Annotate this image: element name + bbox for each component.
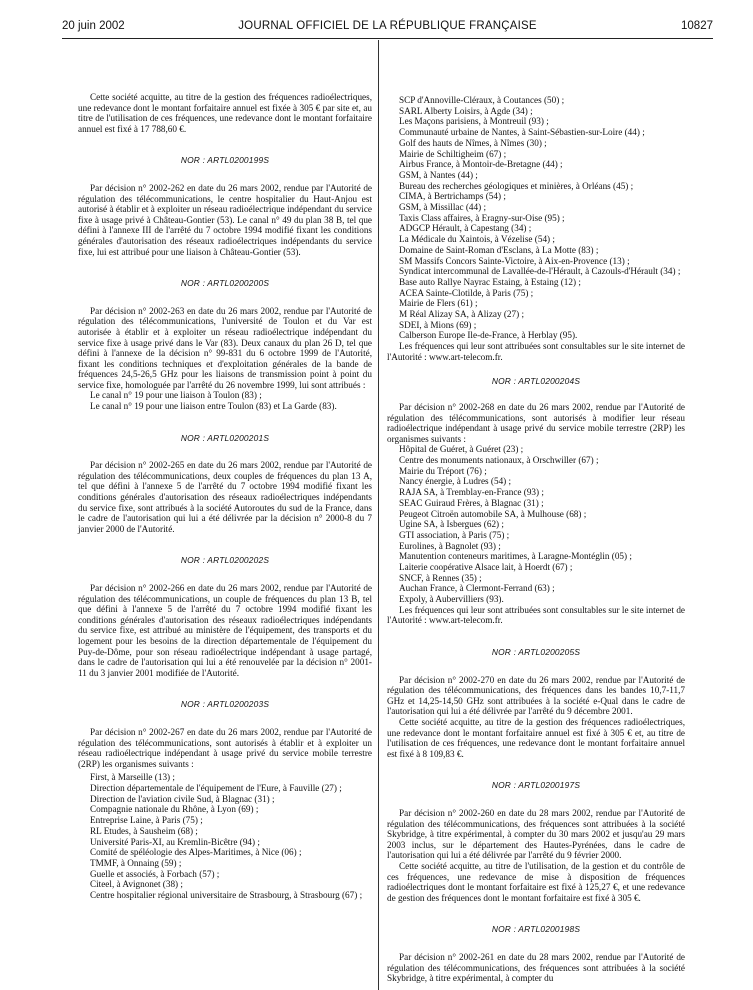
list-item: Base auto Rallye Nayrac Estaing, à Estaing (12) ; <box>399 276 581 287</box>
paragraph: Le canal n° 19 pour une liaison à Toulon (83) ; <box>90 390 262 401</box>
list-item: Manutention conteneurs maritimes, à Laragne-Montéglin (05) ; <box>399 551 632 562</box>
paragraph: Par décision n° 2002-260 en date du 28 mars 2002, rendue par l'Autorité de régulation des télécommunications, des fréquences sont attribuées à la société Skybridge, à titre expérimental, à compter du 30 mars 2002 et jusqu'au 29 mars 2003 inclus, sur le département des Hautes-Pyrénées, dans le cadre de l'autorisation qui lui a été délivrée par l'arrêté du 9 février 2000. <box>387 808 685 861</box>
paragraph: Cette société acquitte, au titre de l'utilisation, de la gestion et du contrôle de ces fréquences, une redevance de mise à disposition de fréquences radioélectriques dont le montant forfaitaire est fixé à 125,27 €, et une redevance de gestion des fréquences dont le montant forfaitaire est fixé à 305 €. <box>387 860 685 903</box>
list-item: Laiterie coopérative Alsace lait, à Hoerdt (67) ; <box>399 562 573 573</box>
paragraph: Par décision n° 2002-268 en date du 26 mars 2002, rendue par l'Autorité de régulation des télécommunications, sont autorisés à modifier leur réseau radioélectrique indépendant à usage privé du service mobile terrestre (2RP) les organismes suivants : <box>387 401 685 444</box>
nor-reference: NOR : ARTL0200199S <box>180 155 270 166</box>
paragraph: Par décision n° 2002-262 en date du 26 mars 2002, rendue par l'Autorité de régulation des télécommunications, le centre hospitalier du Haut-Anjou est autorisé à établir et à exploiter un réseau radioélectrique indépendant du service fixe à usage privé à Château-Gontier (53). Le canal n° 49 du plan 38 B, tel que défini à l'annexe III de l'arrêté du 7 octobre 1994 modifié fixant les conditions générales d'autorisation des réseaux radioélectriques indépendants du service fixe, lui est attribué pour une liaison à Château-Gontier (53). <box>78 182 372 257</box>
list-item: CIMA, à Bertrichamps (54) ; <box>399 191 506 202</box>
list-item: SCP d'Annoville-Cléraux, à Coutances (50) ; <box>399 95 565 105</box>
paragraph: Par décision n° 2002-261 en date du 28 mars 2002, rendue par l'Autorité de régulation des télécommunications, des fréquences sont attribuées à la société Skybridge, à titre expérimental, à compter du <box>387 951 685 984</box>
list-item: Communauté urbaine de Nantes, à Saint-Sébastien-sur-Loire (44) ; <box>399 127 645 138</box>
list-item: Direction départementale de l'équipement de l'Eure, à Fauville (27) ; <box>90 783 342 794</box>
list-item: ADGCP Hérault, à Capestang (34) ; <box>399 223 532 234</box>
list-item: Eurolines, à Bagnolet (93) ; <box>399 540 501 551</box>
nor-reference: NOR : ARTL0200201S <box>180 432 270 443</box>
paragraph: Les fréquences qui leur sont attribuées sont consultables sur le site internet de l'Autorité : www.art-telecom.fr. <box>387 341 685 362</box>
nor-reference: NOR : ARTL0200203S <box>180 699 270 710</box>
header-rule <box>62 38 713 39</box>
list-item: RL Etudes, à Sausheim (68) ; <box>90 825 198 836</box>
list-item: Compagnie nationale du Rhône, à Lyon (69) ; <box>90 804 259 815</box>
list-item: Domaine de Saint-Roman d'Esclans, à La Motte (83) ; <box>399 244 599 255</box>
right-column <box>387 95 685 984</box>
journal-title: JOURNAL OFFICIEL DE LA RÉPUBLIQUE FRANÇAISE <box>238 20 537 32</box>
list-item: Centre des monuments nationaux, à Orschwiller (67) ; <box>399 455 599 466</box>
list-item: Syndicat intercommunal de Lavallée-de-l'Hérault, à Cazouls-d'Hérault (34) ; <box>399 266 681 277</box>
list-item: Peugeot Citroën automobile SA, à Mulhouse (68) ; <box>399 508 587 519</box>
paragraph: Par décision n° 2002-265 en date du 26 mars 2002, rendue par l'Autorité de régulation des télécommunications, deux couples de fréquences du plan 13 A, tel que défini à l'annexe 5 de l'arrêté du 7 octobre 1994 modifié fixant les conditions générales d'autorisation des réseaux radioélectriques indépendants du service fixe, sont attribués à la société Autoroutes du sud de la France, dans le cadre de l'autorisation qui lui a été délivrée par la décision n° 2000-8 du 7 janvier 2000 de l'Autorité. <box>78 460 372 534</box>
paragraph: Par décision n° 2002-266 en date du 26 mars 2002, rendue par l'Autorité de régulation des télécommunications, un couple de fréquences du plan 13 B, tel que défini à l'annexe 5 de l'arrêté du 7 octobre 1994 modifié fixant les conditions générales d'autorisation des réseaux radioélectriques indépendants du service fixe, est attribué au ministère de l'équipement, des transports et du logement pour les besoins de la direction départementale de l'équipement du Puy-de-Dôme, pour son réseau radioélectrique indépendant à usage partagé, dans le cadre de l'autorisation qui lui a été renouvelée par la décision n° 2001-11 du 3 janvier 2001 modifiée de l'Autorité. <box>78 583 372 678</box>
list-item: Centre hospitalier régional universitaire de Strasbourg, à Strasbourg (67) ; <box>90 890 363 901</box>
list-item: ACEA Sainte-Clotilde, à Paris (75) ; <box>399 287 534 298</box>
list-item: Ugine SA, à Isbergues (62) ; <box>399 519 504 530</box>
column-divider <box>378 40 379 990</box>
nor-reference: NOR : ARTL0200204S <box>491 376 581 387</box>
list-item: Auchan France, à Clermont-Ferrand (63) ; <box>399 583 555 594</box>
issue-date: 20 juin 2002 <box>62 20 125 32</box>
paragraph: Les fréquences qui leur sont attribuées sont consultables sur le site internet de l'Autorité : www.art-telecom.fr. <box>387 604 685 626</box>
page-number: 10827 <box>681 20 713 32</box>
list-item: GSM, à Missillac (44) ; <box>399 202 487 213</box>
list-item: Airbus France, à Montoir-de-Bretagne (44) ; <box>399 159 563 170</box>
list-item: Mairie de Flers (61) ; <box>399 298 478 309</box>
paragraph: Le canal n° 19 pour une liaison entre Toulon (83) et La Garde (83). <box>90 401 337 412</box>
list-item: First, à Marseille (13) ; <box>90 772 175 783</box>
nor-reference: NOR : ARTL0200205S <box>491 647 581 658</box>
list-item: Comité de spéléologie des Alpes-Maritimes, à Nice (06) ; <box>90 847 302 858</box>
list-item: GSM, à Nantes (44) ; <box>399 169 478 180</box>
paragraph: Cette société acquitte, au titre de la gestion des fréquences radioélectriques, une redevance dont le montant forfaitaire annuel est fixé à 305 € et, au titre de l'utilisation de ces fréquences, une redevance dont le montant forfaitaire annuel est fixé à 8 109,83 €. <box>387 717 685 759</box>
nor-reference: NOR : ARTL0200200S <box>180 278 270 289</box>
list-item: Université Paris-XI, au Kremlin-Bicêtre (94) ; <box>90 836 260 847</box>
organism-list <box>387 444 685 605</box>
list-item: RAJA SA, à Tremblay-en-France (93) ; <box>399 487 544 498</box>
list-item: Entreprise Laine, à Paris (75) ; <box>90 815 203 826</box>
list-item: Golf des hauts de Nîmes, à Nîmes (30) ; <box>399 137 547 148</box>
nor-reference: NOR : ARTL0200202S <box>180 555 270 566</box>
left-column <box>78 92 372 901</box>
paragraph: Par décision n° 2002-267 en date du 26 mars 2002, rendue par l'Autorité de régulation des télécommunications, sont autorisés à établir et à exploiter un réseau radioélectrique indépendant à usage privé du service mobile terrestre (2RP) les organismes suivants : <box>78 726 372 769</box>
list-item: SARL Alberty Loisirs, à Agde (34) ; <box>399 105 533 116</box>
organism-list <box>387 95 685 341</box>
list-item: SM Massifs Concors Sainte-Victoire, à Aix-en-Provence (13) ; <box>399 255 630 266</box>
list-item: Direction de l'aviation civile Sud, à Blagnac (31) ; <box>90 793 275 804</box>
list-item: Taxis Class affaires, à Eragny-sur-Oise (95) ; <box>399 212 565 223</box>
nor-reference: NOR : ARTL0200198S <box>491 924 581 935</box>
list-item: TMMF, à Onnaing (59) ; <box>90 857 182 868</box>
list-item: Les Maçons parisiens, à Montreuil (93) ; <box>399 116 549 127</box>
list-item: Expoly, à Aubervilliers (93). <box>399 594 504 605</box>
list-item: Citeel, à Avignonet (38) ; <box>90 879 183 890</box>
organism-list <box>78 772 372 900</box>
paragraph: Par décision n° 2002-263 en date du 26 mars 2002, rendue par l'Autorité de régulation des télécommunications, l'université de Toulon et du Var est autorisée à établir et à exploiter un réseau radioélectrique indépendant du service fixe à usage privé dans le Var (83). Deux canaux du plan 26 D, tel que défini à l'annexe de la décision n° 99-831 du 6 octobre 1999 de l'Autorité, fixant les conditions techniques et d'exploitation générales de la bande de fréquences 24,5-26,5 GHz pour les liaisons de transmission point à point du service fixe, homologuée par l'arrêté du 26 novembre 1999, lui sont attribués : <box>78 305 372 390</box>
paragraph: Cette société acquitte, au titre de la gestion des fréquences radioélectriques, une redevance dont le montant forfaitaire annuel est fixée à 305 € par site et, au titre de l'utilisation de ces fréquences, une redevance dont le montant forfaitaire annuel est fixé à 17 788,60 €. <box>78 92 372 134</box>
page-header <box>62 20 713 38</box>
list-item: Mairie du Tréport (76) ; <box>399 465 487 476</box>
list-item: SDEI, à Mions (69) ; <box>399 319 477 330</box>
list-item: SEAC Guiraud Frères, à Blagnac (31) ; <box>399 497 544 508</box>
list-item: Guelle et associés, à Forbach (57) ; <box>90 868 220 879</box>
list-item: SNCF, à Rennes (35) ; <box>399 572 482 583</box>
paragraph: Par décision n° 2002-270 en date du 26 mars 2002, rendue par l'Autorité de régulation des télécommunications, des fréquences dans les bandes 10,7-11,7 GHz et 14,25-14,50 GHz sont attribuées à la société e-Qual dans le cadre de l'autorisation qui lui a été délivrée par l'arrêté du 9 décembre 2001. <box>387 674 685 717</box>
nor-reference: NOR : ARTL0200197S <box>491 780 581 791</box>
list-item: Calberson Europe Ile-de-France, à Herblay (95). <box>399 330 578 341</box>
list-item: Hôpital de Guéret, à Guéret (23) ; <box>399 444 524 455</box>
list-item: Mairie de Schiltigheim (67) ; <box>399 148 507 159</box>
list-item: La Médicale du Xaintois, à Vézelise (54) ; <box>399 234 555 245</box>
list-item: Nancy énergie, à Ludres (54) ; <box>399 476 512 487</box>
list-item: GTI association, à Paris (75) ; <box>399 529 510 540</box>
list-item: M Réal Alizay SA, à Alizay (27) ; <box>399 309 525 320</box>
list-item: Bureau des recherches géologiques et minières, à Orléans (45) ; <box>399 180 634 191</box>
